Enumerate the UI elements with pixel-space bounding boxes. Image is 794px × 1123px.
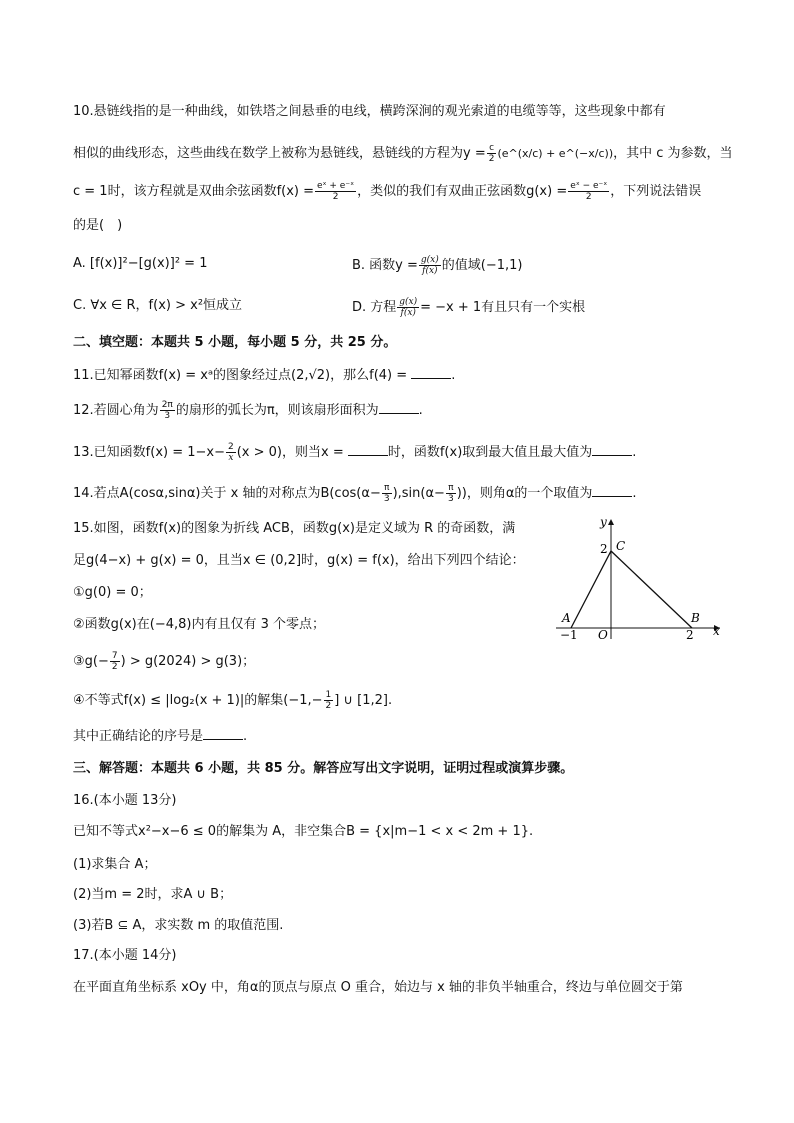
- q15-text: 其中正确结论的序号是: [73, 729, 204, 744]
- q12-text: 12.若圆心角为: [73, 403, 159, 418]
- q10-text: ，类似的我们有双曲正弦函数g(x) =: [357, 184, 568, 199]
- q16-part-1: (1)求集合 A；: [73, 857, 157, 872]
- q12-text: .: [418, 403, 423, 418]
- exp-expression: (e^(x/c) + e^(−x/c)): [497, 147, 614, 160]
- q10-option-d: [352, 297, 585, 318]
- q13-text: 时，函数f(x)取到最大值且最大值为: [387, 445, 593, 460]
- q12: [73, 400, 423, 421]
- q15-conclusion-2: ②函数g(x)在(−4,8)内有且仅有 3 个零点；: [73, 617, 325, 632]
- option-text: 的值域(−1,1): [441, 258, 523, 273]
- q10-option-b: [352, 255, 522, 276]
- q10-line2: [73, 143, 733, 164]
- option-text: D. 方程: [352, 300, 397, 315]
- point-b-label: B: [691, 611, 700, 625]
- q13: [73, 442, 636, 463]
- answer-blank: [592, 484, 632, 497]
- option-text: = −x + 1有且只有一个实根: [420, 300, 586, 315]
- answer-blank: [592, 443, 632, 456]
- fraction-sinh: $\frac{\text{eˣ − e⁻ˣ}}{2}$: [570, 181, 608, 202]
- section-3-heading: 三、解答题：本题共 6 小题，共 85 分。解答应写出文字说明，证明过程或演算步骤。: [73, 761, 574, 776]
- q15-line2: 足g(4−x) + g(x) = 0，且当x ∈ (0,2]时，g(x) = f(x)，给出下列四个结论：: [73, 553, 525, 568]
- q15-conclusion-3: [73, 651, 255, 672]
- q10-text: ，下列说法错误: [610, 184, 702, 199]
- q10-text: 相似的曲线形态，这些曲线在数学上被称为悬链线，悬链线的方程为y =: [73, 146, 486, 161]
- q15-conclusion-1: ①g(0) = 0；: [73, 585, 152, 600]
- q13-text: (x > 0)，则当x =: [236, 445, 344, 460]
- q14-text: ))，则角α的一个取值为: [456, 486, 593, 501]
- q15-line1: 15.如图，函数f(x)的图象为折线 ACB，函数g(x)是定义域为 R 的奇函数，满: [73, 521, 516, 536]
- q10-option-c: C. ∀x ∈ R，f(x) > x²恒成立: [73, 298, 243, 313]
- fraction: $\frac{2\pi}{3}$: [161, 400, 173, 421]
- answer-blank: [348, 443, 388, 456]
- fraction: $\frac{c}{2}$: [488, 143, 495, 164]
- y-axis-arrow: [608, 519, 614, 525]
- y-axis-label: y: [600, 515, 607, 529]
- function-graph: [552, 515, 724, 640]
- q10-line3: [73, 181, 701, 202]
- option-text: B. 函数y =: [352, 258, 418, 273]
- q17-statement: 在平面直角坐标系 xOy 中，角α的顶点与原点 O 重合，始边与 x 轴的非负半轴重合，终边与单位圆交于第: [73, 980, 683, 995]
- q15-text: ③g(−: [73, 654, 109, 669]
- fraction: $\frac{\pi}{3}$: [383, 483, 390, 504]
- fraction-cosh: $\frac{\text{eˣ + e⁻ˣ}}{2}$: [317, 181, 355, 202]
- polyline-ACB: [571, 551, 692, 628]
- q10-text: ，其中 c 为参数，当: [613, 146, 733, 161]
- q12-text: 的扇形的弧长为π，则该扇形面积为: [175, 403, 379, 418]
- q16-statement: 已知不等式x²−x−6 ≤ 0的解集为 A，非空集合B = {x|m−1 < x < 2m + 1}.: [73, 824, 534, 839]
- q13-text: .: [632, 445, 637, 460]
- q15-answer-line: 其中正确结论的序号是 .: [73, 729, 248, 744]
- q14: [73, 483, 637, 504]
- section-2-heading: 二、填空题：本题共 5 小题，每小题 5 分，共 25 分。: [73, 335, 397, 350]
- fraction: $\frac{7}{2}$: [111, 651, 118, 672]
- tick-label-x2: 2: [686, 628, 694, 640]
- origin-label: O: [598, 628, 608, 640]
- q14-text: .: [632, 486, 637, 501]
- fraction-gf: $\frac{g(x)}{f(x)}$: [399, 297, 418, 318]
- q11-text: .: [451, 368, 456, 383]
- q15-text: ] ∪ [1,2].: [334, 693, 393, 708]
- q15-text: ④不等式f(x) ≤ |log₂(x + 1)|的解集(−1,−: [73, 693, 323, 708]
- q15-conclusion-4: [73, 690, 392, 711]
- q16-part-3: (3)若B ⊆ A，求实数 m 的取值范围.: [73, 918, 284, 933]
- fraction-gf: $\frac{g(x)}{f(x)}$: [420, 255, 439, 276]
- q10-text: c = 1时，该方程就是双曲余弦函数f(x) =: [73, 184, 315, 199]
- q16-title: 16.(本小题 13分): [73, 793, 177, 808]
- q17-title: 17.(本小题 14分): [73, 948, 177, 963]
- point-a-label: A: [562, 611, 571, 625]
- x-axis-label: x: [713, 624, 720, 638]
- tick-label-minus1: −1: [560, 628, 578, 640]
- point-c-label: C: [616, 539, 626, 553]
- tick-label-y2: 2: [600, 542, 608, 556]
- answer-blank: [379, 401, 419, 414]
- q11-text: 11.已知幂函数f(x) = xᵃ的图象经过点(2,√2)，那么f(4) =: [73, 368, 408, 383]
- fraction: $\frac{1}{2}$: [325, 690, 332, 711]
- q16-part-2: (2)当m = 2时，求A ∪ B；: [73, 887, 233, 902]
- q10-line4: 的是( ): [73, 218, 123, 233]
- q14-text: 14.若点A(cosα,sinα)关于 x 轴的对称点为B(cos(α−: [73, 486, 381, 501]
- q10-option-a: A. [f(x)]²−[g(x)]² = 1: [73, 256, 208, 271]
- fraction: $\frac{2}{x}$: [228, 442, 234, 463]
- answer-blank: [203, 727, 243, 740]
- q15-text: ) > g(2024) > g(3)；: [120, 654, 256, 669]
- fraction: $\frac{\pi}{3}$: [447, 483, 454, 504]
- q14-text: ),sin(α−: [392, 486, 445, 501]
- answer-blank: [411, 366, 451, 379]
- q13-text: 13.已知函数f(x) = 1−x−: [73, 445, 225, 460]
- q11: [73, 366, 455, 385]
- q10-line1: 10.悬链线指的是一种曲线，如铁塔之间悬垂的电线，横跨深涧的观光索道的电缆等等，这些现象中都有: [73, 104, 666, 119]
